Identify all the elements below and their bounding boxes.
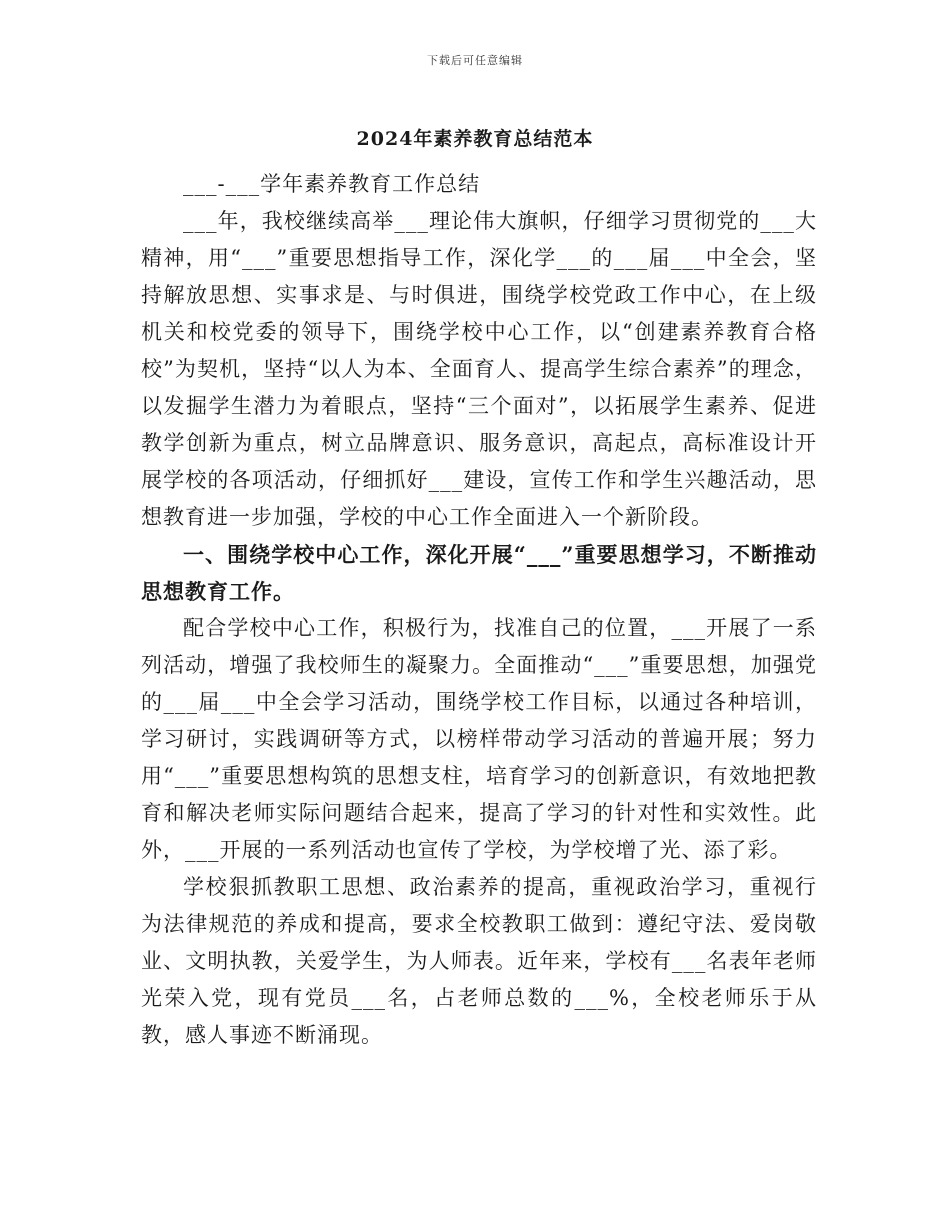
document-title: 2024年素养教育总结范本 — [356, 128, 594, 150]
page-header-note: 下载后可任意编辑 — [427, 54, 523, 67]
paragraph-section-1b: 学校狠抓教职工思想、政治素养的提高，重视政治学习，重视行为法律规范的养成和提高，要求全校教职工做到：遵纪守法、爱岗敬业、文明执教，关爱学生，为人师表。近年来，学校有___名表年老师光荣入党，现有党员___名，占老师总数的___%，全校老师乐于从教，感人事迹不断涌现。 — [141, 875, 817, 1047]
paragraph-subtitle: ___-___学年素养教育工作总结 — [183, 172, 481, 196]
document-body — [141, 166, 817, 1054]
paragraph-section-1a: 配合学校中心工作，积极行为，找准自己的位置，___开展了一系列活动，增强了我校师生的凝聚力。全面推动“___”重要思想，加强党的___届___中全会学习活动，围绕学校工作目标，以通过各种培训，学习研讨，实践调研等方式，以榜样带动学习活动的普遍开展；努力用“___”重要思想构筑的思想支柱，培育学习的创新意识，有效地把教育和解决老师实际问题结合起来，提高了学习的针对性和实效性。此外，___开展的一系列活动也宣传了学校，为学校增了光、添了彩。 — [141, 616, 817, 862]
paragraph-intro: ___年，我校继续高举___理论伟大旗帜，仔细学习贯彻党的___大精神，用“___”重要思想指导工作，深化学___的___届___中全会，坚持解放思想、实事求是、与时俱进，围绕学校党政工作中心，在上级机关和校党委的领导下，围绕学校中心工作，以“创建素养教育合格校”为契机，坚持“以人为本、全面育人、提高学生综合素养”的理念，以发掘学生潜力为着眼点，坚持“三个面对”，以拓展学生素养、促进教学创新为重点，树立品牌意识、服务意识，高起点，高标准设计开展学校的各项活动，仔细抓好___建设，宣传工作和学生兴趣活动，思想教育进一步加强，学校的中心工作全面进入一个新阶段。 — [141, 209, 817, 529]
section-heading-1: 一、围绕学校中心工作，深化开展“___”重要思想学习，不断推动思想教育工作。 — [141, 542, 817, 604]
